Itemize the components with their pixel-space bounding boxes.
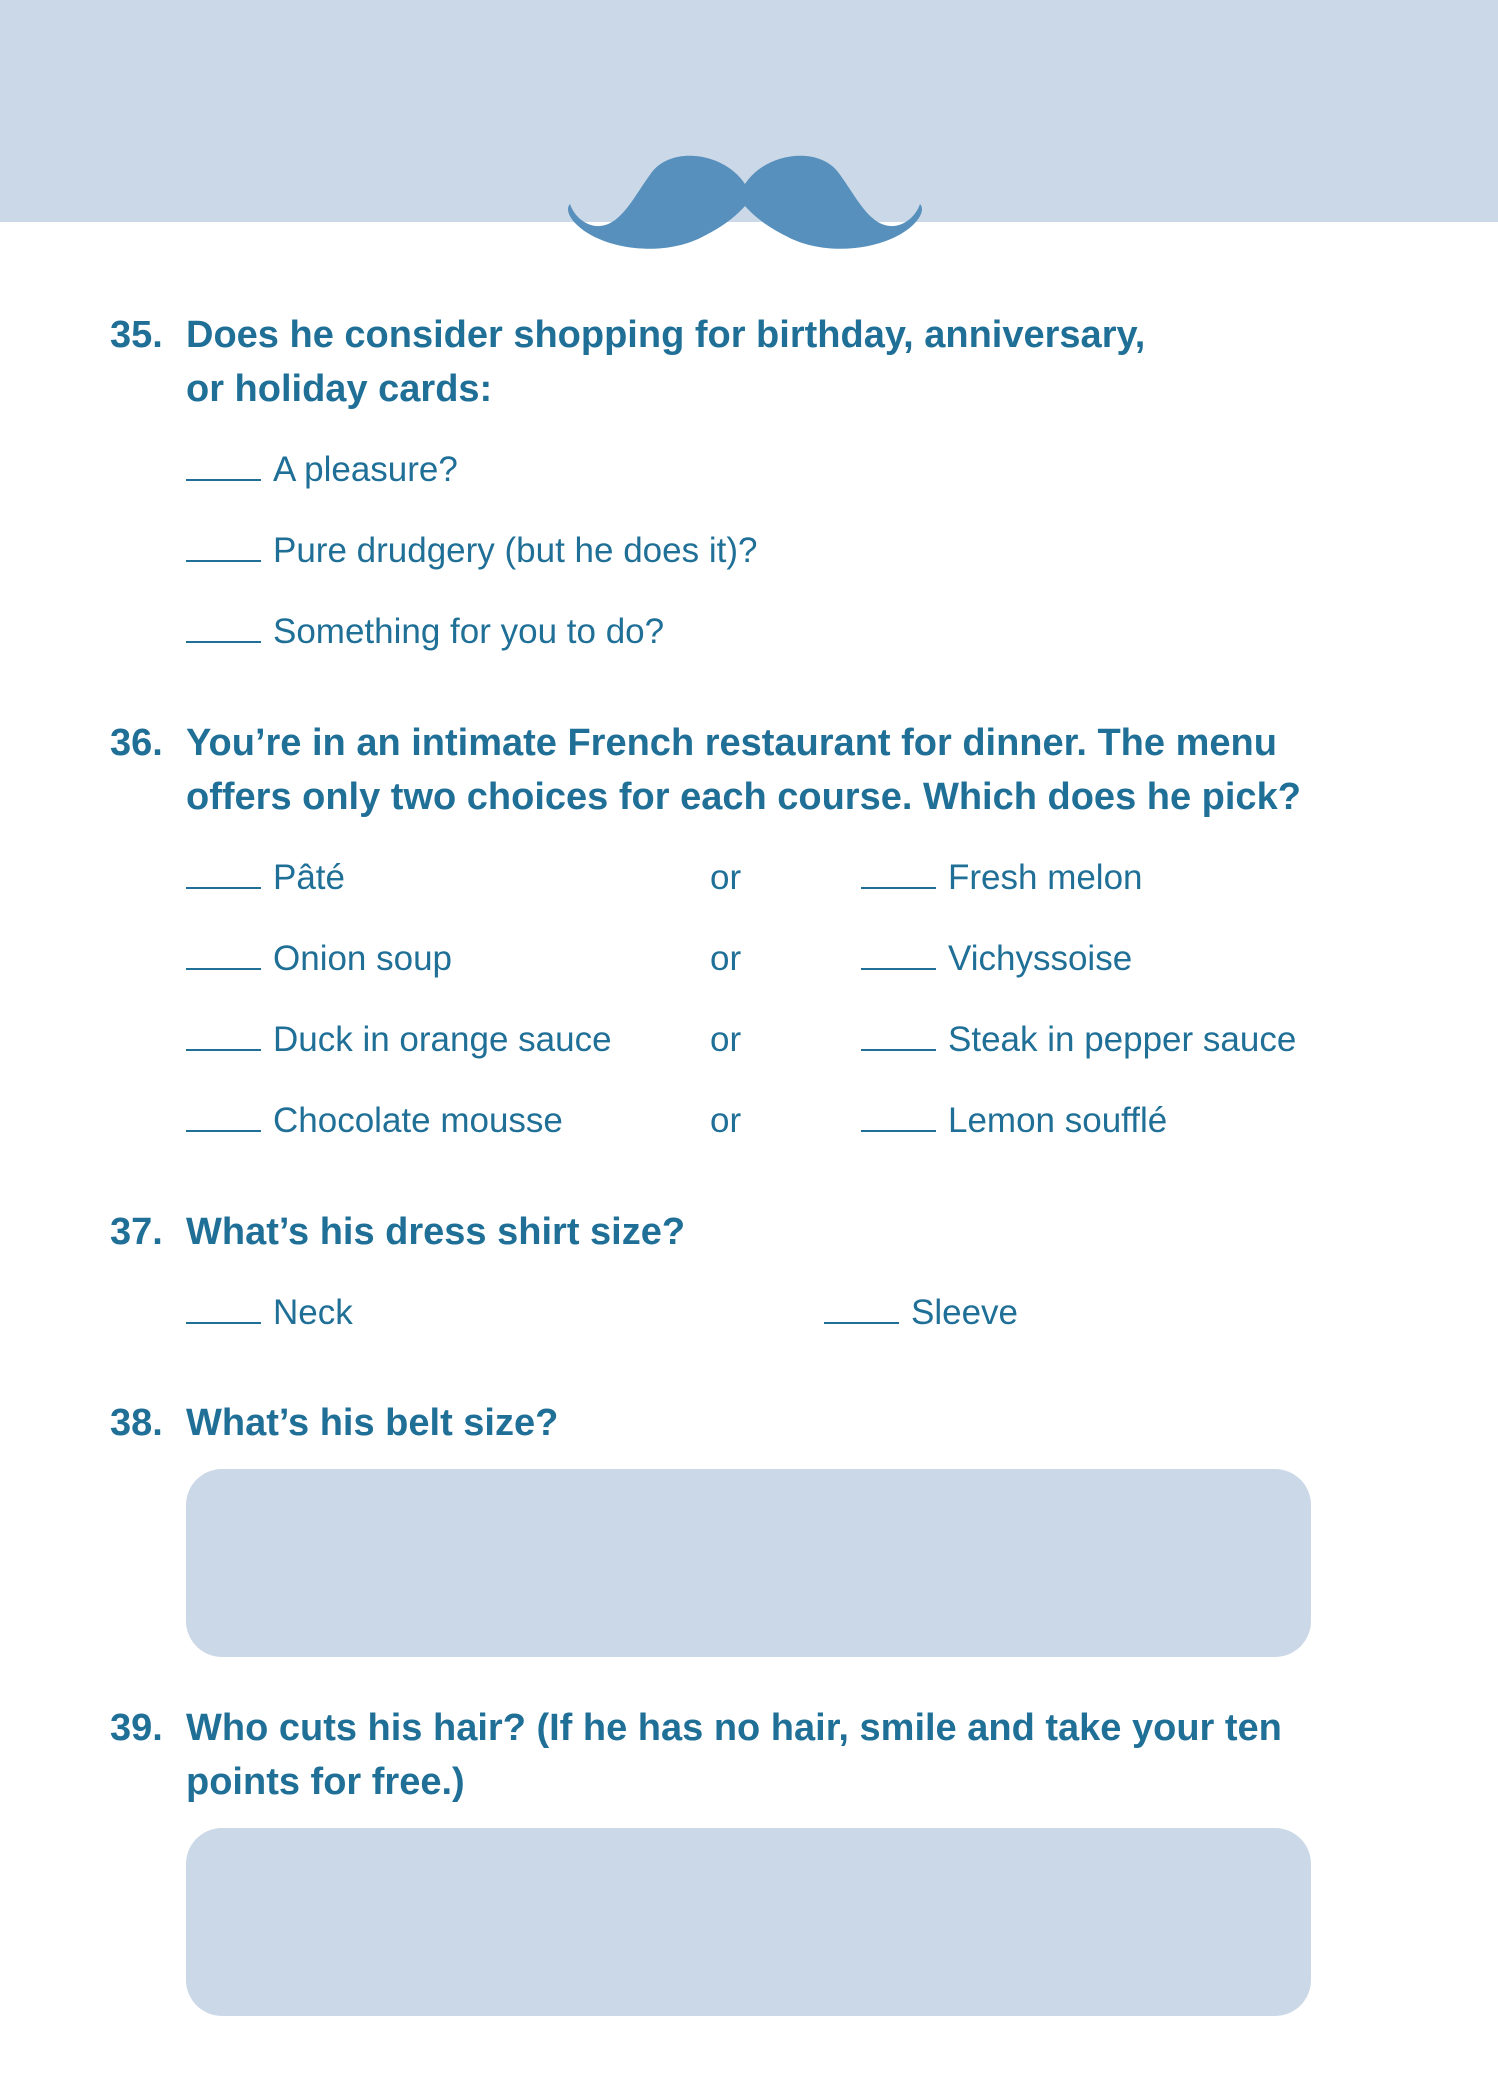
- question-text: points for free.): [186, 1761, 465, 1803]
- option-label: Pure drudgery (but he does it)?: [273, 531, 758, 570]
- question-text: offers only two choices for each course. Which does he pick?: [186, 776, 1301, 818]
- answer-blank[interactable]: [861, 1019, 936, 1051]
- answer-blank[interactable]: [186, 449, 261, 481]
- option-label: Steak in pepper sauce: [948, 1020, 1297, 1059]
- choice-vichyssoise[interactable]: [861, 937, 1132, 981]
- sleeve-size-field[interactable]: [824, 1291, 1018, 1335]
- option-label: Vichyssoise: [948, 939, 1133, 978]
- answer-blank[interactable]: [186, 938, 261, 970]
- question-text: What’s his belt size?: [186, 1402, 559, 1444]
- choice-duck-orange[interactable]: [186, 1018, 612, 1062]
- option-label: Lemon soufflé: [948, 1101, 1168, 1140]
- question-text: What’s his dress shirt size?: [186, 1211, 686, 1253]
- haircut-answer-box[interactable]: [186, 1828, 1311, 2016]
- question-number: 35.: [110, 314, 163, 356]
- or-label: or: [710, 1020, 742, 1059]
- choice-steak-pepper[interactable]: [861, 1018, 1296, 1062]
- answer-blank[interactable]: [861, 857, 936, 889]
- option-a-pleasure[interactable]: [186, 448, 458, 492]
- question-number: 37.: [110, 1211, 163, 1253]
- choice-fresh-melon[interactable]: [861, 856, 1143, 900]
- option-label: Pâté: [273, 858, 345, 897]
- option-pure-drudgery[interactable]: [186, 529, 757, 573]
- answer-blank[interactable]: [186, 1292, 261, 1324]
- option-something-for-you[interactable]: [186, 610, 664, 654]
- question-number: 38.: [110, 1402, 163, 1444]
- answer-blank[interactable]: [861, 1100, 936, 1132]
- option-label: Fresh melon: [948, 858, 1143, 897]
- choice-lemon-souffle[interactable]: [861, 1099, 1167, 1143]
- answer-blank[interactable]: [186, 530, 261, 562]
- or-label: or: [710, 858, 742, 897]
- option-label: A pleasure?: [273, 450, 458, 489]
- or-label: or: [710, 1101, 742, 1140]
- answer-blank[interactable]: [186, 857, 261, 889]
- question-text: or holiday cards:: [186, 368, 493, 410]
- question-text: Who cuts his hair? (If he has no hair, smile and take your ten: [186, 1707, 1282, 1749]
- option-label: Neck: [273, 1293, 353, 1332]
- option-label: Duck in orange sauce: [273, 1020, 612, 1059]
- answer-blank[interactable]: [861, 938, 936, 970]
- question-text: Does he consider shopping for birthday, anniversary,: [186, 314, 1146, 356]
- choice-onion-soup[interactable]: [186, 937, 452, 981]
- answer-blank[interactable]: [824, 1292, 899, 1324]
- neck-size-field[interactable]: [186, 1291, 353, 1335]
- choice-chocolate-mousse[interactable]: [186, 1099, 563, 1143]
- answer-blank[interactable]: [186, 1019, 261, 1051]
- or-label: or: [710, 939, 742, 978]
- choice-pate[interactable]: [186, 856, 345, 900]
- answer-blank[interactable]: [186, 611, 261, 643]
- question-text: You’re in an intimate French restaurant for dinner. The menu: [186, 722, 1277, 764]
- option-label: Onion soup: [273, 939, 453, 978]
- option-label: Sleeve: [911, 1293, 1019, 1332]
- belt-size-answer-box[interactable]: [186, 1469, 1311, 1657]
- option-label: Chocolate mousse: [273, 1101, 563, 1140]
- question-number: 39.: [110, 1707, 163, 1749]
- question-number: 36.: [110, 722, 163, 764]
- mustache-icon: [564, 146, 926, 262]
- answer-blank[interactable]: [186, 1100, 261, 1132]
- option-label: Something for you to do?: [273, 612, 665, 651]
